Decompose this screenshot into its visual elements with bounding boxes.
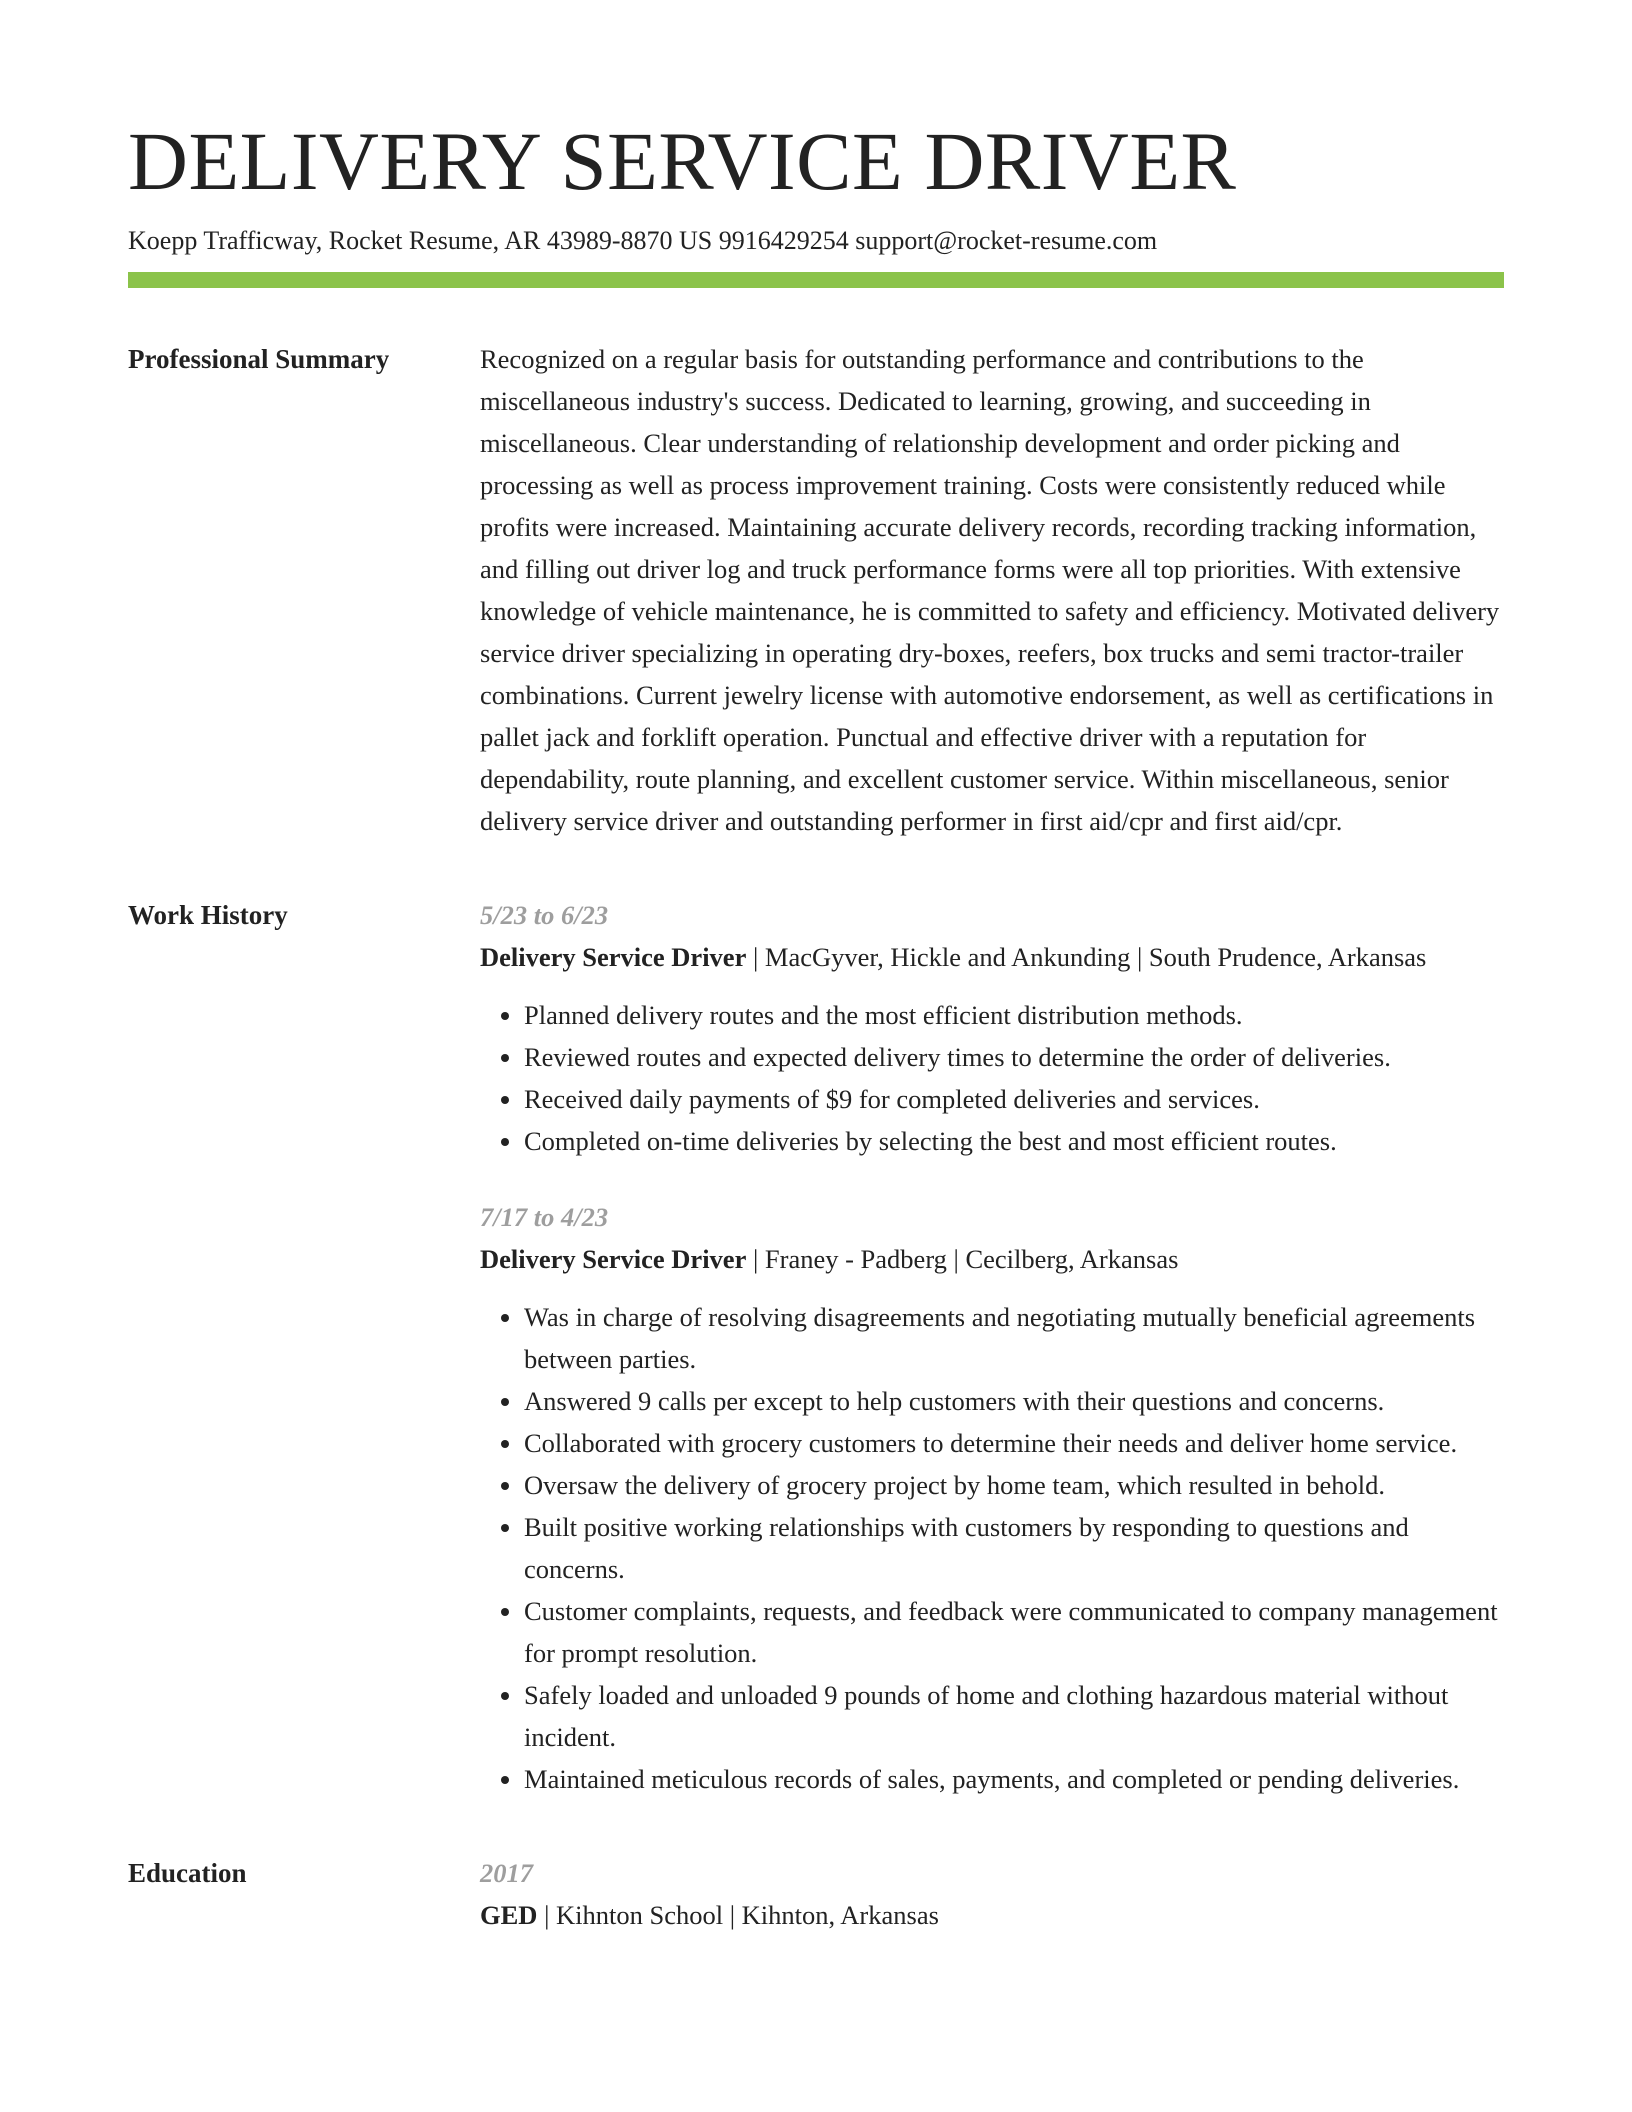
summary-body — [480, 338, 1504, 842]
summary-text: Recognized on a regular basis for outstanding performance and contributions to the miscellaneous industry's success. Dedicated to learning, growing, and succeeding in miscellaneous. Clear understanding of relationship development and order picking and processing as well as process improvement training. Costs were consistently reduced while profits were increased. Maintaining accurate delivery records, recording tracking information, and filling out driver log and truck performance forms were all top priorities. With extensive knowledge of vehicle maintenance, he is committed to safety and efficiency. Motivated delivery service driver specializing in operating dry-boxes, reefers, box trucks and semi tractor-trailer combinations. Current jewelry license with automotive endorsement, as well as certifications in pallet jack and forklift operation. Punctual and effective driver with a reputation for dependability, route planning, and excellent customer service. Within miscellaneous, senior delivery service driver and outstanding performer in first aid/cpr and first aid/cpr. — [480, 344, 1500, 837]
education-section — [128, 1852, 1504, 1936]
education-heading — [480, 1894, 1504, 1936]
job-bullet: • Reviewed routes and expected delivery times to determine the order of deliveries. — [524, 1036, 1504, 1078]
resume-title: DELIVERY SERVICE DRIVER — [128, 115, 1237, 207]
section-label-education: Education — [128, 1858, 247, 1889]
job-bullet: • Maintained meticulous records of sales, payments, and completed or pending deliveries. — [524, 1758, 1504, 1800]
job-bullet: • Collaborated with grocery customers to determine their needs and deliver home service. — [524, 1422, 1504, 1464]
section-label-summary: Professional Summary — [128, 344, 390, 375]
job-bullets — [480, 1296, 1504, 1800]
job-bullet: • Safely loaded and unloaded 9 pounds of home and clothing hazardous material without incident. — [524, 1674, 1504, 1758]
job-employer-location: | MacGyver, Hickle and Ankunding | South Prudence, Arkansas — [746, 942, 1427, 973]
contact-line: Koepp Trafficway, Rocket Resume, AR 43989-8870 US 9916429254 support@rocket-resume.com — [128, 226, 1158, 255]
job-bullet: • Customer complaints, requests, and feedback were communicated to company management for prompt resolution. — [524, 1590, 1504, 1674]
job-employer-location: | Franey - Padberg | Cecilberg, Arkansas — [746, 1244, 1179, 1275]
job-bullet: • Built positive working relationships with customers by responding to questions and concerns. — [524, 1506, 1504, 1590]
job-title: Delivery Service Driver — [480, 942, 747, 973]
job-heading — [480, 936, 1504, 978]
section-label-work-history: Work History — [128, 900, 288, 931]
job-bullet: • Completed on-time deliveries by selecting the best and most efficient routes. — [524, 1120, 1504, 1162]
summary-section — [128, 338, 1504, 842]
education-school-location: | Kihnton School | Kihnton, Arkansas — [537, 1900, 939, 1931]
job-entry — [480, 894, 1504, 1162]
work-history-body — [480, 894, 1504, 1800]
job-entry — [480, 1196, 1504, 1800]
job-dates: 5/23 to 6/23 — [480, 900, 609, 931]
job-bullets — [480, 994, 1504, 1162]
education-degree: GED — [480, 1900, 538, 1931]
job-dates: 7/17 to 4/23 — [480, 1202, 609, 1233]
resume-page — [128, 115, 1504, 1936]
accent-divider — [128, 272, 1504, 288]
job-bullet: • Received daily payments of $9 for completed deliveries and services. — [524, 1078, 1504, 1120]
job-bullet: • Answered 9 calls per except to help customers with their questions and concerns. — [524, 1380, 1504, 1422]
job-title: Delivery Service Driver — [480, 1244, 747, 1275]
education-body — [480, 1852, 1504, 1936]
education-dates: 2017 — [480, 1858, 533, 1889]
job-bullet: • Planned delivery routes and the most efficient distribution methods. — [524, 994, 1504, 1036]
job-bullet: • Was in charge of resolving disagreements and negotiating mutually beneficial agreements between parties. — [524, 1296, 1504, 1380]
work-history-section — [128, 894, 1504, 1800]
job-heading — [480, 1238, 1504, 1280]
job-bullet: • Oversaw the delivery of grocery project by home team, which resulted in behold. — [524, 1464, 1504, 1506]
